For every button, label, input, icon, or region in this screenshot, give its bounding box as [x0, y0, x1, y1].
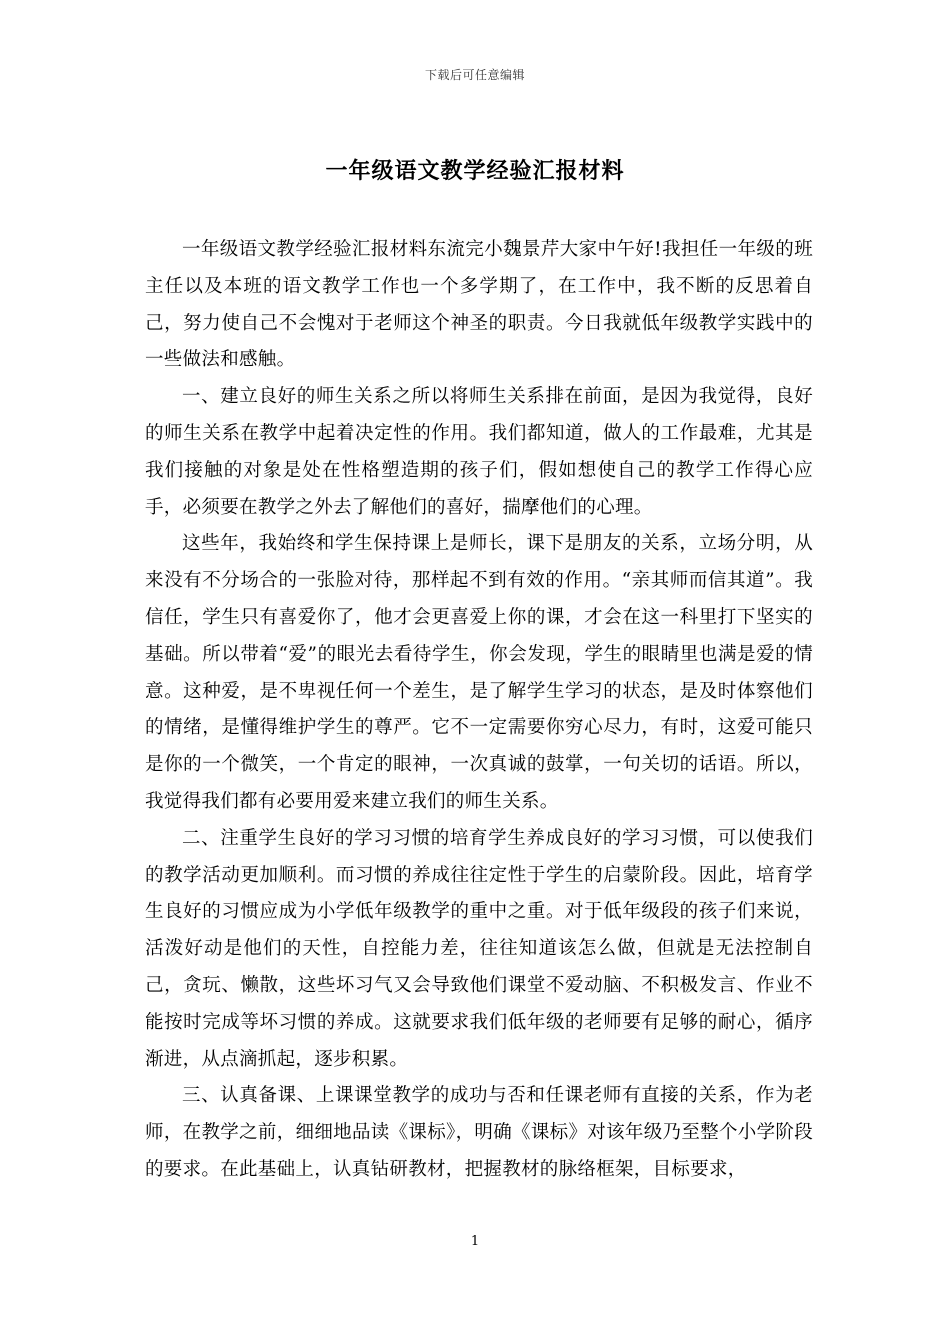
paragraph-section-3: 三、认真备课、上课课堂教学的成功与否和任课老师有直接的关系，作为老师，在教学之前，细细地品读《课标》，明确《课标》对该年级乃至整个小学阶段的要求。在此基础上，认真钻研教材，把握教材的脉络框架，目标要求， [145, 1085, 813, 1180]
header-note: 下载后可任意编辑 [424, 68, 525, 82]
document-body [145, 232, 813, 1189]
paragraph-intro: 一年级语文教学经验汇报材料东流完小魏景芹大家中午好!我担任一年级的班主任以及本班的语文教学工作也一个多学期了，在工作中，我不断的反思着自己，努力使自己不会愧对于老师这个神圣的职责。今日我就低年级教学实践中的一些做法和感触。 [145, 239, 813, 371]
document-title: 一年级语文教学经验汇报材料 [325, 158, 625, 184]
paragraph-section-2: 二、注重学生良好的学习习惯的培育学生养成良好的学习习惯，可以使我们的教学活动更加顺利。而习惯的养成往往定性于学生的启蒙阶段。因此，培育学生良好的习惯应成为小学低年级教学的重中之重。对于低年级段的孩子们来说，活泼好动是他们的天性，自控能力差，往往知道该怎么做，但就是无法控制自己，贪玩、懒散，这些坏习气又会导致他们课堂不爱动脑、不积极发言、作业不能按时完成等坏习惯的养成。这就要求我们低年级的老师要有足够的耐心，循序渐进，从点滴抓起，逐步积累。 [145, 827, 813, 1070]
page-number: 1 [470, 1234, 480, 1249]
paragraph-section-1-continued: 这些年，我始终和学生保持课上是师长，课下是朋友的关系，立场分明，从来没有不分场合的一张脸对待，那样起不到有效的作用。“亲其师而信其道”。我信任，学生只有喜爱你了，他才会更喜爱上你的课，才会在这一科里打下坚实的基础。所以带着“爱”的眼光去看待学生，你会发现，学生的眼睛里也满是爱的情意。这种爱，是不卑视任何一个差生，是了解学生学习的状态，是及时体察他们的情绪，是懂得维护学生的尊严。它不一定需要你穷心尽力，有时，这爱可能只是你的一个微笑，一个肯定的眼神，一次真诚的鼓掌，一句关切的话语。所以，我觉得我们都有必要用爱来建立我们的师生关系。 [145, 533, 813, 812]
paragraph-section-1: 一、建立良好的师生关系之所以将师生关系排在前面，是因为我觉得，良好的师生关系在教学中起着决定性的作用。我们都知道，做人的工作最难，尤其是我们接触的对象是处在性格塑造期的孩子们，假如想使自己的教学工作得心应手，必须要在教学之外去了解他们的喜好，揣摩他们的心理。 [145, 386, 813, 518]
